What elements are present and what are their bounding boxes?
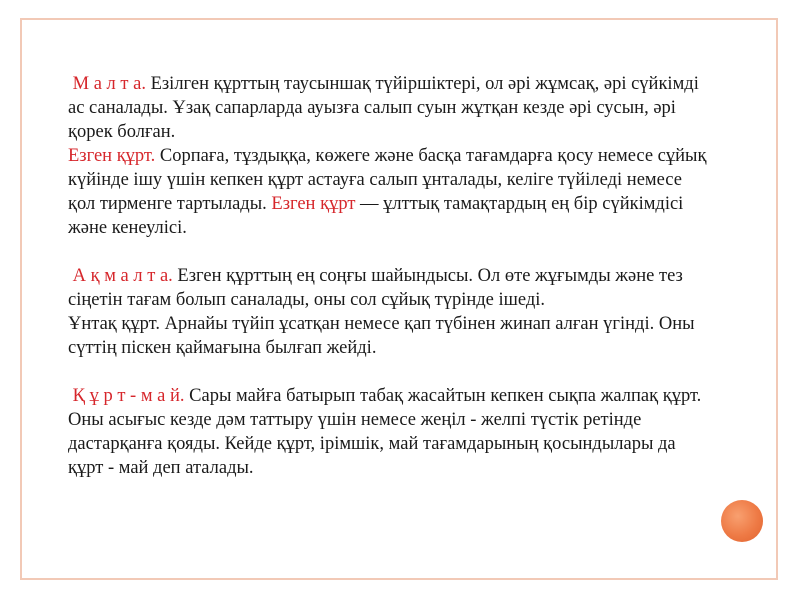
paragraph-ezgen-kurt-text-end: — ұлттық тамақтардың ең бір сүйкімдісі және кенеулісі.	[68, 194, 684, 238]
term-kurt-mai: Қ ұ р т - м а й.	[68, 386, 185, 406]
term-ezgen-kurt: Езген құрт.	[68, 146, 156, 166]
paragraph-kurt-mai	[68, 384, 708, 480]
term-ezgen-kurt-second: Езген құрт	[271, 194, 356, 214]
paragraph-ezgen-kurt	[68, 144, 708, 240]
term-akmalta: А қ м а л т а.	[68, 266, 173, 286]
paragraph-malta	[68, 72, 708, 144]
paragraph-gap	[68, 360, 708, 384]
paragraph-akmalta-text: Езген құрттың ең соңғы шайындысы. Ол өте жұғымды және тез сіңетін тағам болып саналады, оны сол сұйық түрінде ішеді.	[68, 266, 683, 310]
term-malta: М а л т а.	[68, 74, 146, 94]
paragraph-akmalta	[68, 264, 708, 312]
paragraph-kurt-mai-text: Сары майға батырып табақ жасайтын кепкен сықпа жалпақ құрт. Оны асығыс кезде дәм таттыру үшін немесе жеңіл - желпі түстік ретінде дастарқанға қояды. Кейде құрт, ірімшік, май тағамдарының қосындылары да құрт - май деп аталады.	[68, 386, 702, 478]
paragraph-untak-kurt	[68, 312, 708, 360]
paragraph-malta-text: Езілген құрттың таусыншақ түйіршіктері, ол әрі жұмсақ, әрі сүйкімді ас саналады. Ұзақ сапарларда ауызға салып суын жұтқан кезде әрі сусын, әрі қорек болған.	[68, 74, 699, 142]
paragraph-untak-kurt-text: Ұнтақ құрт. Арнайы түйіп ұсатқан немесе қап түбінен жинап алған үгінді. Оны сүттің піскен қаймағына былғап жейді.	[68, 314, 695, 358]
paragraph-gap	[68, 240, 708, 264]
paragraph-ezgen-kurt-text: Сорпаға, тұздыққа, көжеге және басқа тағамдарға қосу немесе сұйық күйінде ішу үшін кепкен құрт астауға салып ұнталады, келіге түйіледі немесе қол тирменге тартылады.	[68, 146, 707, 214]
decorative-orange-circle	[721, 500, 763, 542]
slide-content	[68, 72, 708, 480]
